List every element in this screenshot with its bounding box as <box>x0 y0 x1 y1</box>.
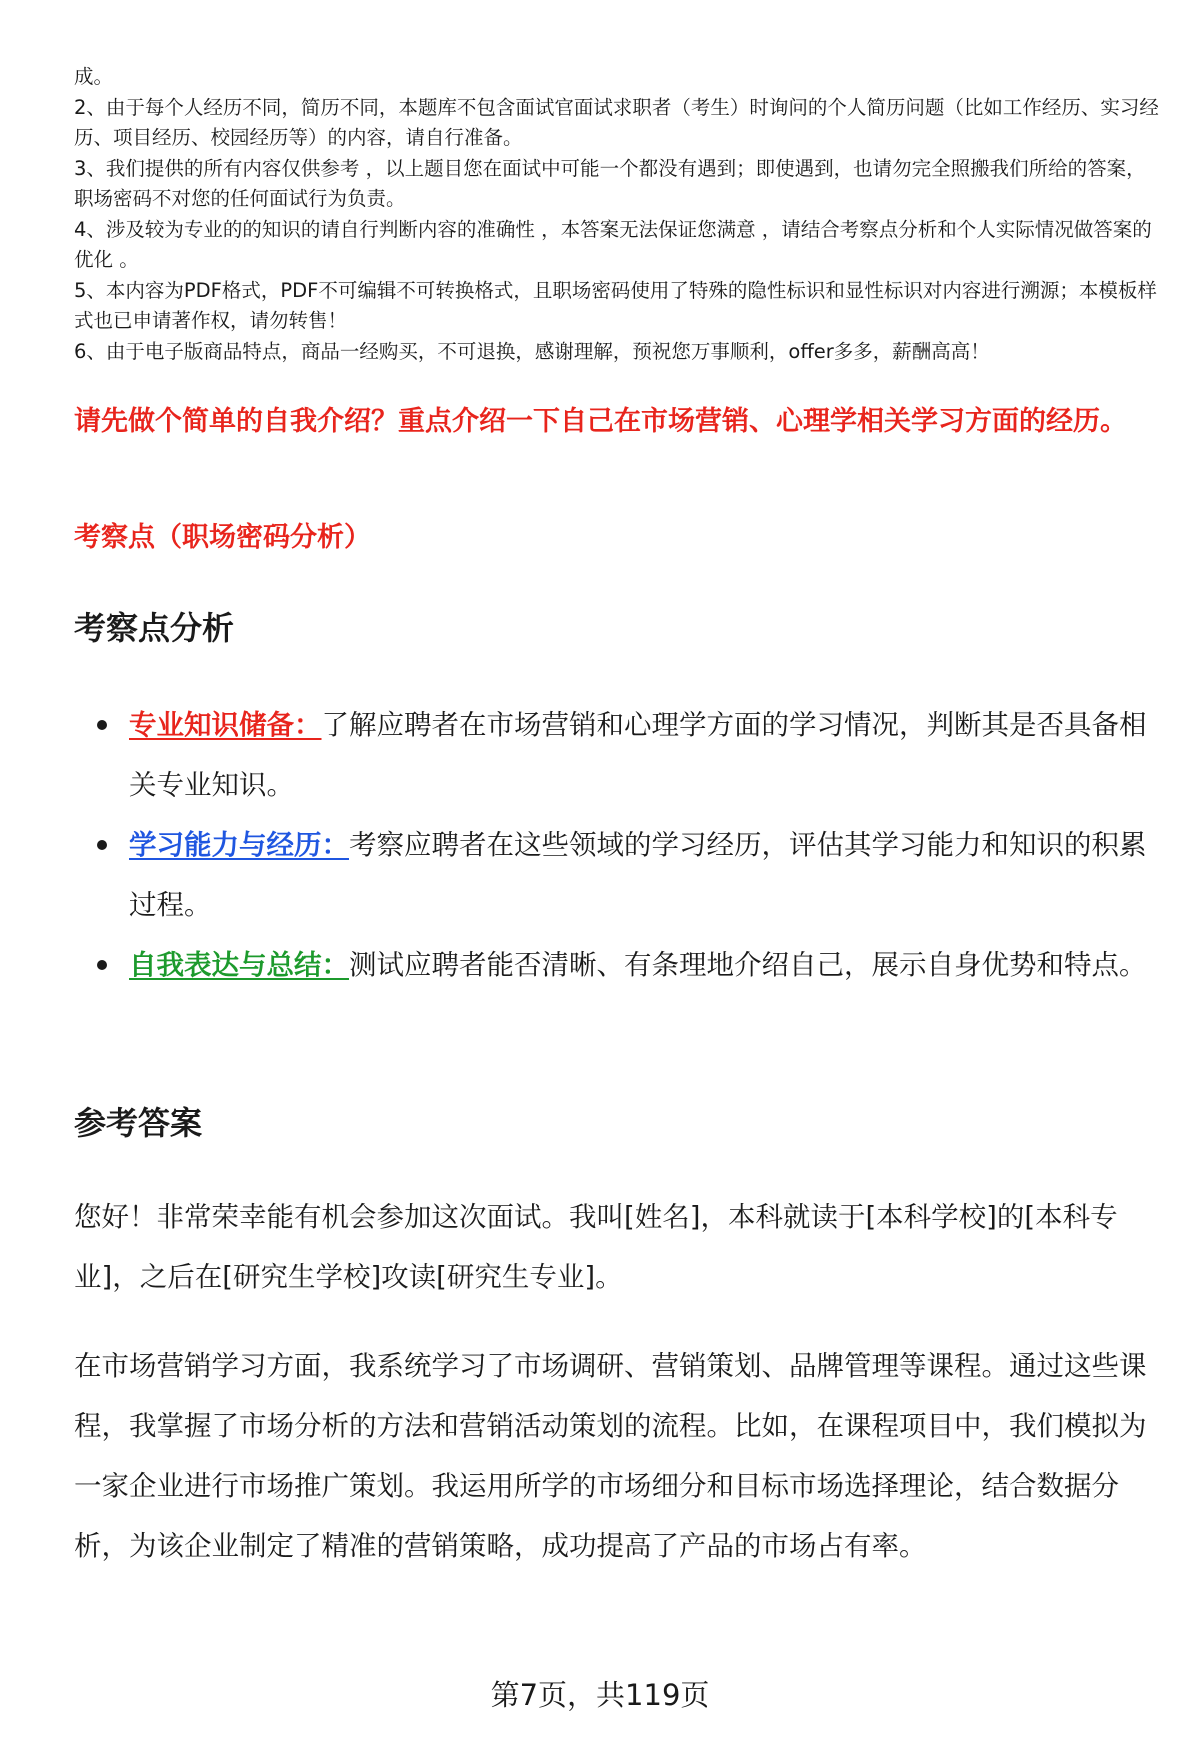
analysis-item-expression <box>95 935 1155 995</box>
analysis-text: 考察应聘者在这些领域的学习经历，评估其学习能力和知识的积累过程。 <box>129 829 1147 921</box>
answer-paragraph-1: 您好！非常荣幸能有机会参加这次面试。我叫[姓名]，本科就读于[本科学校]的[本科专业]，之后在[研究生学校]攻读[研究生专业]。 <box>74 1201 1118 1293</box>
analysis-key: 学习能力与经历： <box>129 829 349 861</box>
analysis-item-learning <box>95 815 1155 935</box>
bullet-dot-icon <box>97 720 107 730</box>
note-5: 6、由于电子版商品特点，商品一经购买，不可退换，感谢理解，预祝您万事顺利，offer多多，薪酬高高！ <box>74 339 990 363</box>
analysis-key: 自我表达与总结： <box>129 949 349 981</box>
analysis-list <box>95 695 1155 995</box>
note-2: 3、我们提供的所有内容仅供参考 ，以上题目您在面试中可能一个都没有遇到；即使遇到，也请勿完全照搬我们所给的答案，职场密码不对您的任何面试行为负责。 <box>74 156 1146 210</box>
question-title: 请先做个简单的自我介绍？重点介绍一下自己在市场营销、心理学相关学习方面的经历。 <box>74 406 1127 437</box>
kaocha-label: 考察点（职场密码分析） <box>74 522 371 553</box>
analysis-heading: 考察点分析 <box>74 609 235 647</box>
analysis-key: 专业知识储备： <box>129 709 322 741</box>
note-0: 成。 <box>74 65 114 88</box>
bullet-dot-icon <box>97 840 107 850</box>
answer-heading: 参考答案 <box>74 1104 203 1142</box>
analysis-item-knowledge <box>95 695 1155 815</box>
note-3: 4、涉及较为专业的的知识的请自行判断内容的准确性 ，本答案无法保证您满意 ，请结合考察点分析和个人实际情况做答案的优化 。 <box>74 217 1152 271</box>
bullet-dot-icon <box>97 960 107 970</box>
analysis-text: 了解应聘者在市场营销和心理学方面的学习情况，判断其是否具备相关专业知识。 <box>129 709 1147 801</box>
page-footer: 第7页，共119页 <box>490 1678 710 1712</box>
notes-list <box>74 62 1164 367</box>
note-1: 2、由于每个人经历不同，简历不同，本题库不包含面试官面试求职者（考生）时询问的个人简历问题（比如工作经历、实习经历、项目经历、校园经历等）的内容，请自行准备。 <box>74 95 1159 149</box>
analysis-text: 测试应聘者能否清晰、有条理地介绍自己，展示自身优势和特点。 <box>349 949 1147 981</box>
answer-paragraph-2: 在市场营销学习方面，我系统学习了市场调研、营销策划、品牌管理等课程。通过这些课程，我掌握了市场分析的方法和营销活动策划的流程。比如，在课程项目中，我们模拟为一家企业进行市场推广策划。我运用所学的市场细分和目标市场选择理论，结合数据分析，为该企业制定了精准的营销策略，成功提高了产品的市场占有率。 <box>74 1350 1147 1562</box>
note-4: 5、本内容为PDF格式，PDF不可编辑不可转换格式，且职场密码使用了特殊的隐性标识和显性标识对内容进行溯源；本模板样式也已申请著作权，请勿转售！ <box>74 278 1157 332</box>
